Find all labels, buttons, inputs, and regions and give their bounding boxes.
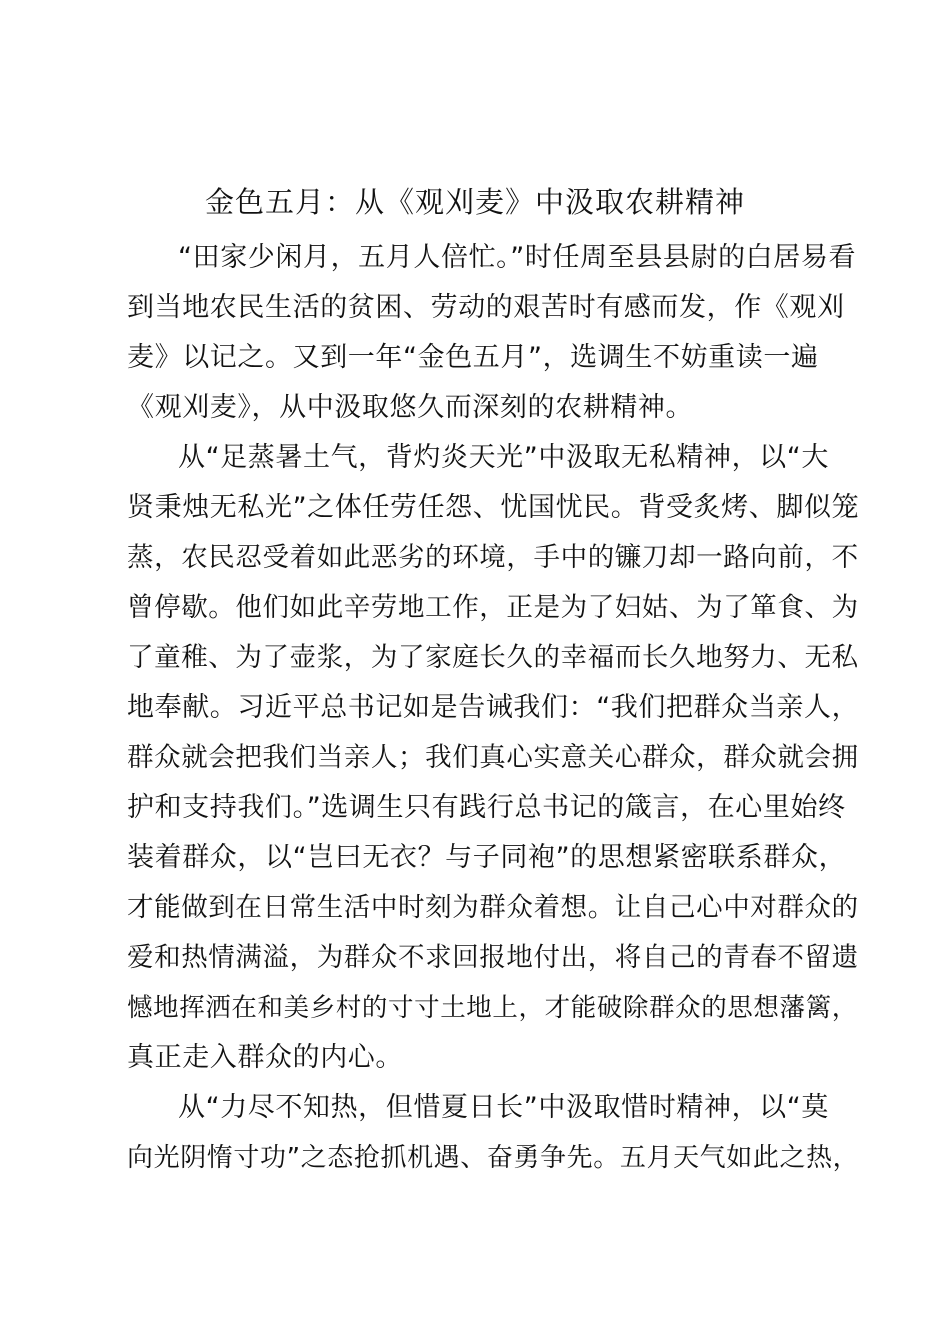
text-line: 真正走入群众的内心。 (127, 1042, 403, 1073)
text-line: 地奉献。习近平总书记如是告诫我们：“我们把群众当亲人， (127, 692, 860, 723)
text-line: “田家少闲月，五月人倍忙。”时任周至县县尉的白居易看 (178, 242, 857, 273)
text-line: 蒸，农民忍受着如此恶劣的环境，手中的镰刀却一路向前，不 (127, 542, 859, 573)
text-line: 憾地挥洒在和美乡村的寸寸土地上，才能破除群众的思想藩篱， (127, 993, 858, 1023)
text-line: 贤秉烛无私光”之体任劳任怨、忧国忧民。背受炙烤、脚似笼 (127, 492, 860, 523)
text-line: 到当地农民生活的贫困、劳动的艰苦时有感而发，作《观刈 (127, 292, 845, 323)
text-line: 爱和热情满溢，为群众不求回报地付出，将自己的青春不留遗 (127, 942, 859, 973)
text-line: 向光阴惰寸功”之态抢抓机遇、奋勇争先。五月天气如此之热， (127, 1143, 860, 1173)
text-line: 装着群众，以“岂曰无衣？与子同袍”的思想紧密联系群众， (127, 842, 847, 873)
text-line: 曾停歇。他们如此辛劳地工作，正是为了妇姑、为了箪食、为 (127, 592, 859, 623)
text-line: 了童稚、为了壶浆，为了家庭长久的幸福而长久地努力、无私 (127, 642, 859, 673)
text-line: 麦》以记之。又到一年“金色五月”，选调生不妨重读一遍 (127, 342, 819, 373)
text-line: 才能做到在日常生活中时刻为群众着想。让自己心中对群众的 (127, 892, 859, 923)
document-body (127, 233, 867, 1183)
text-line: 从“足蒸暑土气，背灼炎天光”中汲取无私精神，以“大 (178, 442, 829, 473)
text-line: 护和支持我们。”选调生只有践行总书记的箴言，在心里始终 (127, 792, 846, 823)
text-line: 《观刈麦》，从中汲取悠久而深刻的农耕精神。 (127, 392, 694, 423)
text-line: 群众就会把我们当亲人；我们真心实意关心群众，群众就会拥 (127, 742, 859, 773)
text-line: 从“力尽不知热，但惜夏日长”中汲取惜时精神，以“莫 (178, 1092, 829, 1123)
document-title: 金色五月：从《观刈麦》中汲取农耕精神 (204, 185, 745, 219)
